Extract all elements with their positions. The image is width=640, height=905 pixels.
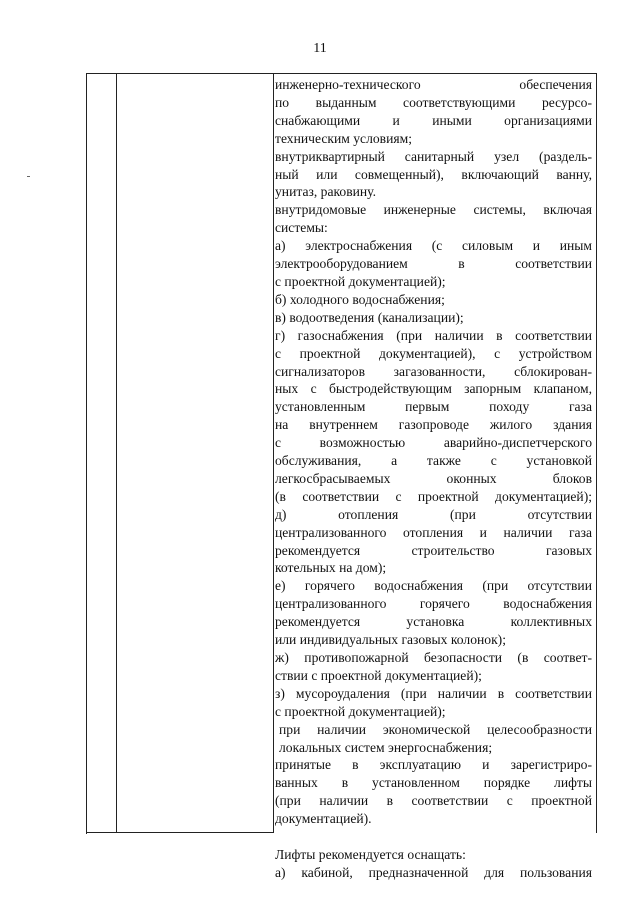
- text-line: при наличии экономической целесообразности: [279, 721, 592, 737]
- text-line: централизованного отопления и наличии газа: [275, 524, 592, 540]
- text-line: а) электроснабжения (с силовым и иным: [275, 238, 592, 254]
- text-line: или индивидуальных газовых колонок);: [275, 632, 506, 648]
- text-line: ванных в установленном порядке лифты: [275, 775, 592, 791]
- text-line: б) холодного водоснабжения;: [275, 291, 445, 307]
- table-bottom-border: [86, 832, 273, 833]
- text-line: (при наличии в соответствии с проектной: [275, 793, 592, 809]
- text-line: принятые в эксплуатацию и зарегистриро-: [275, 757, 592, 773]
- text-line: котельных на дом);: [275, 560, 387, 576]
- text-line: с проектной документацией);: [275, 273, 446, 289]
- text-line: с возможностью аварийно-диспетчерского: [275, 435, 592, 451]
- text-line: ствии с проектной документацией);: [275, 667, 482, 683]
- text-line: сигнализаторов загазованности, сблокирован-: [275, 363, 592, 379]
- text-line: рекомендуется строительство газовых: [275, 542, 592, 558]
- text-line: а) кабиной, предназначенной для пользования: [275, 864, 592, 880]
- text-line: в) водоотведения (канализации);: [275, 309, 464, 325]
- text-line: внутриквартирный санитарный узел (раздель-: [275, 148, 592, 164]
- text-line: централизованного горячего водоснабжения: [275, 596, 592, 612]
- text-line: легкосбрасываемых оконных блоков: [275, 470, 592, 486]
- requirements-text-cell: [275, 76, 592, 882]
- text-line: установленным первым походу газа: [275, 399, 592, 415]
- text-line: на внутреннем газопроводе жилого здания: [275, 417, 592, 433]
- text-line: с проектной документацией), с устройством: [275, 345, 592, 361]
- text-line: по выданным соответствующими ресурсо-: [275, 94, 592, 110]
- text-line: снабжающими и иными организациями: [275, 112, 592, 128]
- text-line: г) газоснабжения (при наличии в соответствии: [275, 327, 592, 343]
- text-line: с проектной документацией);: [275, 703, 446, 719]
- text-line: техническим условиям;: [275, 130, 412, 146]
- text-line: локальных систем энергоснабжения;: [279, 739, 493, 755]
- blank-line: [275, 828, 592, 846]
- column-divider-2: [273, 73, 274, 833]
- column-divider-1: [116, 73, 117, 833]
- table-right-border: [596, 73, 597, 833]
- text-line: унитаз, раковину.: [275, 184, 376, 200]
- text-line: системы:: [275, 220, 328, 236]
- text-line: д) отопления (при отсутствии: [275, 506, 592, 522]
- text-line: е) горячего водоснабжения (при отсутствии: [275, 578, 592, 594]
- scan-mark: [27, 176, 30, 177]
- text-line: ных с быстродействующим запорным клапаном,: [275, 381, 592, 397]
- text-line: внутридомовые инженерные системы, включая: [275, 202, 592, 218]
- text-line: документацией).: [275, 811, 372, 827]
- text-line: инженерно-технического обеспечения: [275, 77, 592, 92]
- text-line: рекомендуется установка коллективных: [275, 614, 592, 630]
- text-line: обслуживания, а также с установкой: [275, 453, 592, 469]
- text-line: (в соответствии с проектной документацией);: [275, 488, 592, 504]
- text-line: ный или совмещенный), включающий ванну,: [275, 166, 592, 182]
- text-line: з) мусороудаления (при наличии в соответствии: [275, 685, 592, 701]
- page-number: 11: [313, 41, 327, 56]
- text-line: Лифты рекомендуется оснащать:: [275, 847, 466, 863]
- text-line: электрооборудованием в соответствии: [275, 256, 592, 272]
- text-line: ж) противопожарной безопасности (в соответ-: [275, 650, 592, 665]
